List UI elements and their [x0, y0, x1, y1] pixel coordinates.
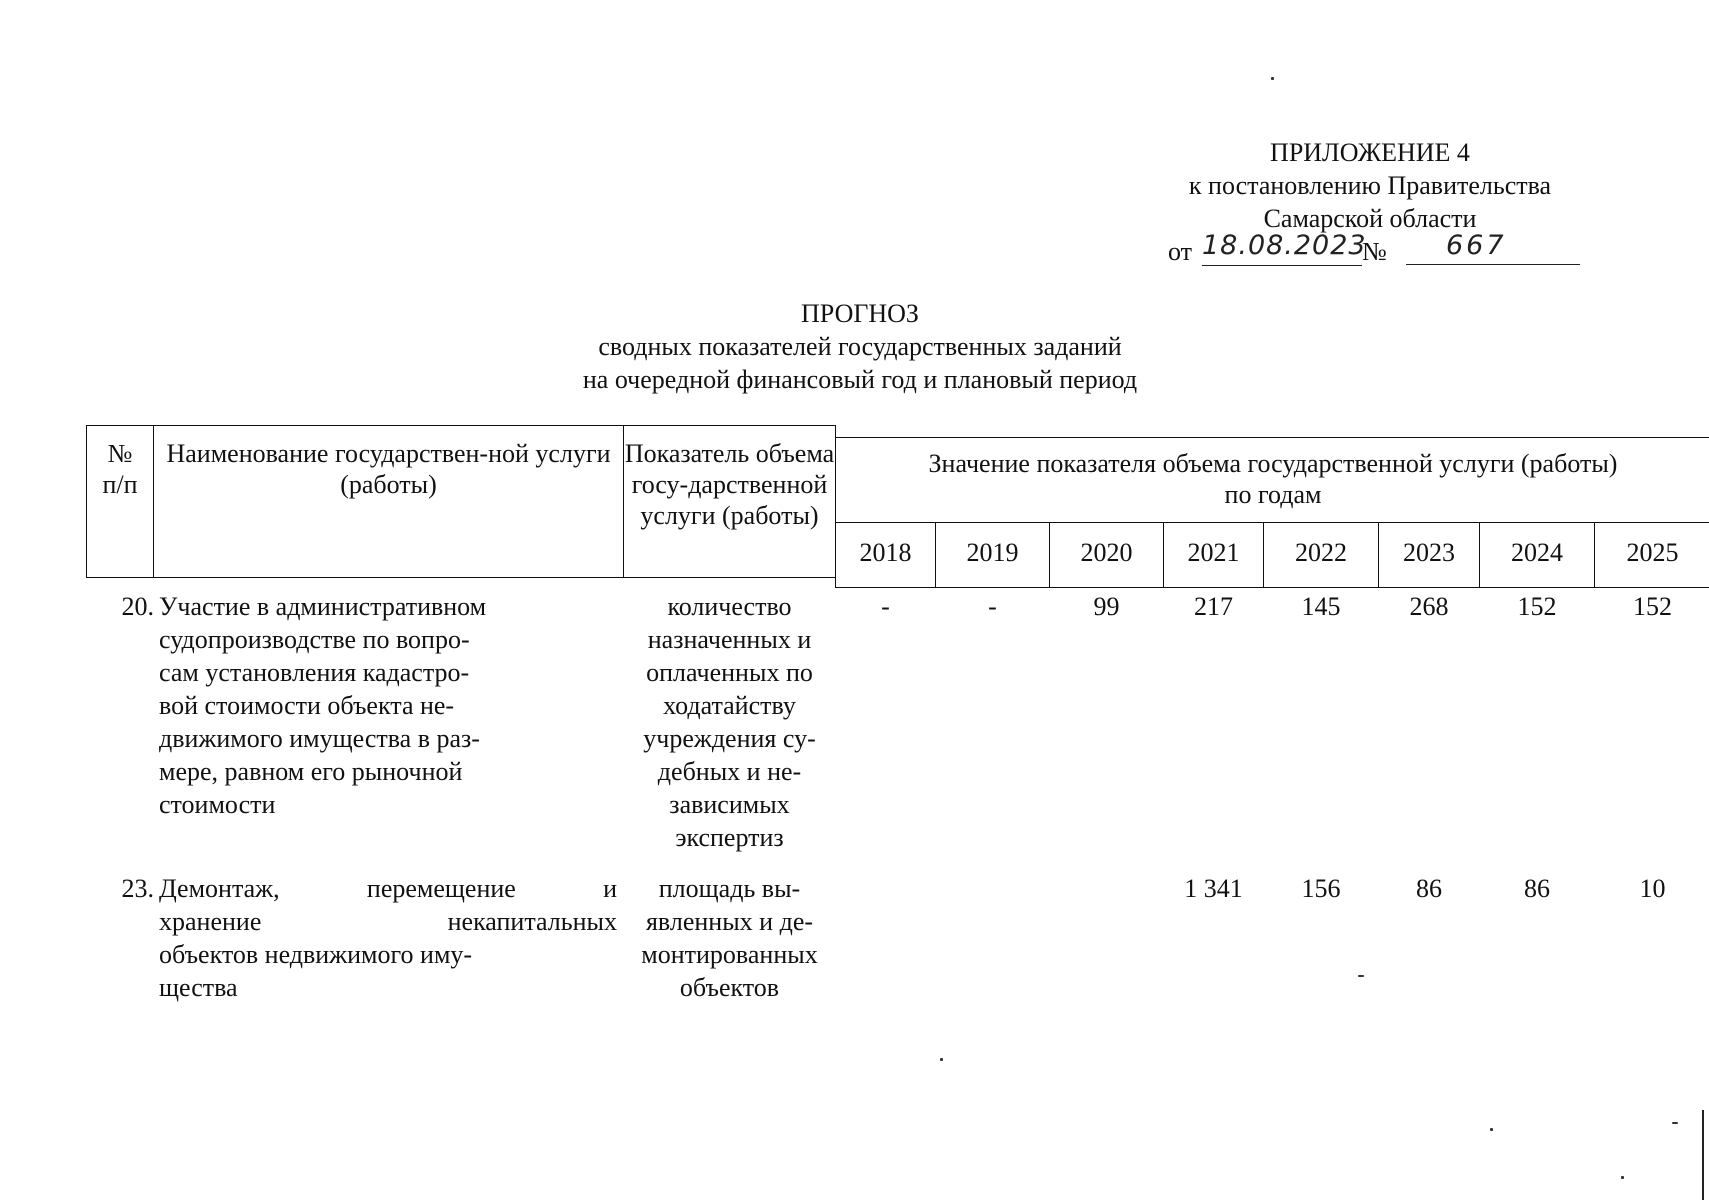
indicator-line: дебных и не- [657, 757, 802, 786]
row-number: 23. [121, 874, 154, 903]
header-cell-indicator: Показатель объема госу-дарственной услуги (работы) [623, 425, 836, 578]
header-number-abbr: п/п [102, 470, 138, 499]
indicator-line: экспертиз [675, 823, 784, 852]
value-2025: 152 [1633, 592, 1672, 621]
value-2018: - [881, 592, 890, 621]
header-cell-service-name: Наименование государствен-ной услуги (работы) [153, 425, 624, 578]
row-service-name [159, 872, 617, 1004]
scan-speck [1358, 975, 1364, 977]
header-year-cell: 2022 [1263, 522, 1379, 588]
name-line: Демонтаж, перемещение и [159, 874, 617, 903]
appendix-line-region: Самарской области [1263, 204, 1477, 233]
header-group-line-1: Значение показателя объема государственной услуги (работы) [928, 449, 1618, 478]
header-year-cell: 2025 [1594, 522, 1709, 588]
name-line: щества [159, 973, 238, 1002]
appendix-title: ПРИЛОЖЕНИЕ 4 [1270, 138, 1470, 167]
indicator-line: ходатайству [663, 691, 796, 720]
row-service-name [159, 590, 617, 821]
scan-speck [1672, 1122, 1678, 1124]
header-year-cell: 2023 [1378, 522, 1480, 588]
value-2025: 10 [1639, 874, 1666, 903]
title-main: ПРОГНОЗ [801, 299, 919, 328]
scan-speck [1490, 1128, 1493, 1131]
header-year-cell: 2024 [1479, 522, 1595, 588]
scan-edge-line [1702, 1110, 1704, 1200]
header-year-cell: 2021 [1163, 522, 1264, 588]
header-year-cell: 2019 [935, 522, 1050, 588]
value-2023: 268 [1409, 592, 1449, 621]
appendix-block [1160, 136, 1580, 271]
indicator-line: зависимых [669, 790, 790, 819]
name-line: вой стоимости объекта не- [159, 691, 455, 720]
indicator-line: оплаченных по [646, 658, 813, 687]
value-2021: 217 [1194, 592, 1233, 621]
indicator-line: монтированных [641, 940, 818, 969]
row-indicator [623, 872, 836, 1004]
value-2020: 99 [1093, 592, 1120, 621]
value-2022: 145 [1301, 592, 1341, 621]
scan-speck [1621, 1176, 1624, 1179]
name-line: судопроизводстве по вопро- [159, 625, 470, 654]
value-2022: 156 [1301, 874, 1341, 903]
row-number: 20. [121, 592, 154, 621]
name-line: стоимости [159, 790, 276, 819]
header-number-sign: № [107, 439, 133, 468]
indicator-line: учреждения су- [643, 724, 816, 753]
header-group-line-2: по годам [1224, 480, 1322, 509]
value-2024: 152 [1517, 592, 1557, 621]
header-cell-number [86, 425, 154, 578]
indicator-line: объектов [679, 973, 780, 1002]
name-line: мере, равном его рыночной [159, 757, 463, 786]
number-label: № [1362, 237, 1387, 266]
indicator-line: назначенных и [647, 625, 812, 654]
scan-speck [940, 1058, 943, 1061]
row-indicator [623, 590, 836, 854]
header-year-cell: 2018 [835, 522, 936, 588]
value-2021: 1 341 [1184, 874, 1243, 903]
name-line: сам установления кадастро- [159, 658, 470, 687]
indicator-line: количество [667, 592, 792, 621]
name-line: объектов недвижимого иму- [159, 940, 473, 969]
table-header [86, 425, 1679, 580]
scan-speck [1271, 77, 1274, 80]
title-subtitle-1: сводных показателей государственных заданий [598, 332, 1122, 361]
value-2019: - [988, 592, 997, 621]
name-line: движимого имущества в раз- [159, 724, 480, 753]
name-line: хранение некапитальных [159, 907, 617, 936]
appendix-line-resolution: к постановлению Правительства [1188, 171, 1552, 200]
handwritten-date: 18.08.2023 [1202, 229, 1362, 266]
title-subtitle-2: на очередной финансовый год и плановый период [582, 365, 1138, 394]
handwritten-number: 667 [1406, 229, 1580, 265]
name-line: Участие в административном [159, 592, 487, 621]
appendix-order-line [1160, 230, 1580, 271]
header-cell-values-group [835, 437, 1709, 523]
indicator-line: явленных и де- [645, 907, 814, 936]
document-title [460, 297, 1260, 396]
value-2023: 86 [1416, 874, 1442, 903]
from-label: от [1168, 237, 1193, 266]
value-2024: 86 [1524, 874, 1550, 903]
header-year-cell: 2020 [1049, 522, 1164, 588]
indicator-line: площадь вы- [658, 874, 801, 903]
